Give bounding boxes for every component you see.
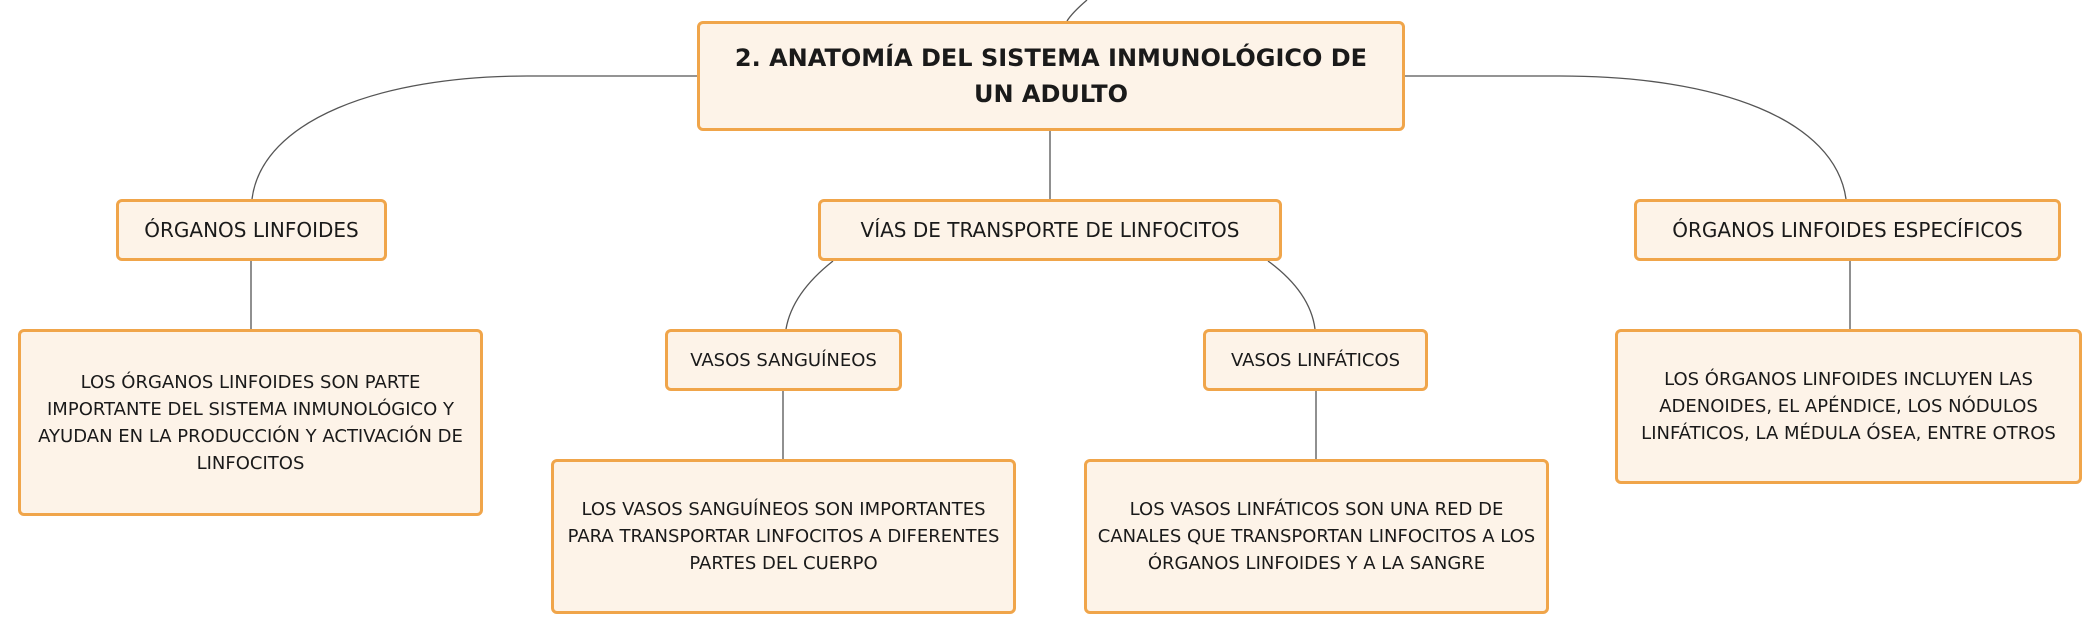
topic-organos-linfoides-label: ÓRGANOS LINFOIDES <box>144 218 359 242</box>
connector-parent-to-root <box>1067 0 1087 21</box>
desc-vasos-linfaticos-text: LOS VASOS LINFÁTICOS SON UNA RED DE CANALES QUE TRANSPORTAN LINFOCITOS A LOS ÓRGANOS LINFOIDES Y A LA SANGRE <box>1097 499 1536 574</box>
desc-vasos-sanguineos-text: LOS VASOS SANGUÍNEOS SON IMPORTANTES PARA TRANSPORTAR LINFOCITOS A DIFERENTES PARTES DEL CUERPO <box>567 499 1000 574</box>
subtopic-vasos-sanguineos[interactable] <box>665 329 902 391</box>
topic-organos-linfoides[interactable] <box>116 199 387 261</box>
desc-vasos-linfaticos[interactable] <box>1084 459 1549 614</box>
root-topic[interactable] <box>697 21 1405 131</box>
desc-organos-especificos-text: LOS ÓRGANOS LINFOIDES INCLUYEN LAS ADENOIDES, EL APÉNDICE, LOS NÓDULOS LINFÁTICOS, LA MÉDULA ÓSEA, ENTRE OTROS <box>1641 369 2056 444</box>
topic-vias-transporte-label: VÍAS DE TRANSPORTE DE LINFOCITOS <box>860 218 1240 242</box>
connector-center-to-lymph <box>1268 261 1315 329</box>
root-topic-label: 2. ANATOMÍA DEL SISTEMA INMUNOLÓGICO DE UN ADULTO <box>734 44 1368 108</box>
connector-root-to-left <box>252 76 697 199</box>
desc-organos-especificos[interactable] <box>1615 329 2082 484</box>
desc-organos-linfoides-text: LOS ÓRGANOS LINFOIDES SON PARTE IMPORTANTE DEL SISTEMA INMUNOLÓGICO Y AYUDAN EN LA PRODUCCIÓN Y ACTIVACIÓN DE LINFOCITOS <box>38 371 463 474</box>
topic-vias-transporte[interactable] <box>818 199 1282 261</box>
connector-center-to-blood <box>786 261 833 329</box>
connector-root-to-right <box>1405 76 1846 199</box>
desc-vasos-sanguineos[interactable] <box>551 459 1016 614</box>
topic-organos-especificos[interactable] <box>1634 199 2061 261</box>
desc-organos-linfoides[interactable] <box>18 329 483 516</box>
topic-organos-especificos-label: ÓRGANOS LINFOIDES ESPECÍFICOS <box>1672 218 2023 242</box>
subtopic-vasos-sanguineos-label: VASOS SANGUÍNEOS <box>690 349 877 371</box>
subtopic-vasos-linfaticos[interactable] <box>1203 329 1428 391</box>
subtopic-vasos-linfaticos-label: VASOS LINFÁTICOS <box>1230 349 1401 371</box>
